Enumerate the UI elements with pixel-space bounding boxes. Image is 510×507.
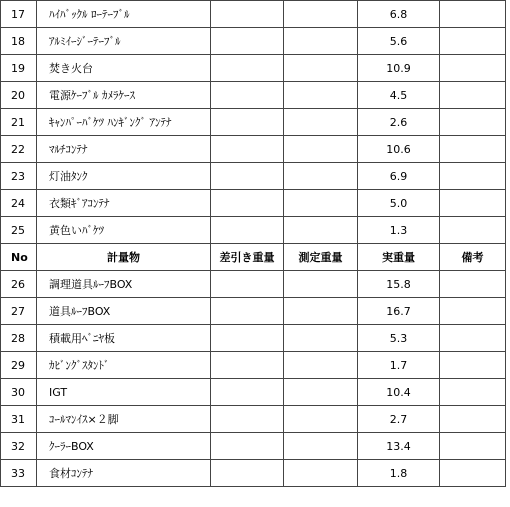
table-row [1,433,506,460]
header-actual-weight[interactable]: 実重量 [358,244,440,271]
cell-item[interactable]: 焚き火台 [37,55,211,82]
cell-diff-weight[interactable] [211,298,284,325]
cell-item[interactable]: 調理道具ﾙｰﾌBOX [37,271,211,298]
cell-notes[interactable] [440,433,506,460]
cell-item[interactable]: ｷｬﾝﾊﾟｰﾊﾞｹﾂ ﾊﾝｷﾞﾝｸﾞ ｱﾝﾃﾅ [37,109,211,136]
cell-no[interactable]: 20 [1,82,37,109]
table-row [1,55,506,82]
cell-notes[interactable] [440,352,506,379]
cell-no[interactable]: 32 [1,433,37,460]
cell-actual-weight[interactable]: 2.6 [358,109,440,136]
cell-diff-weight[interactable] [211,1,284,28]
table-row [1,217,506,244]
cell-measured-weight[interactable] [284,352,358,379]
cell-measured-weight[interactable] [284,271,358,298]
table-row [1,298,506,325]
header-row [1,244,506,271]
header-notes[interactable]: 備考 [440,244,506,271]
cell-actual-weight[interactable]: 4.5 [358,82,440,109]
cell-no[interactable]: 27 [1,298,37,325]
cell-item[interactable]: 食材ｺﾝﾃﾅ [37,460,211,487]
cell-item[interactable]: 灯油ﾀﾝｸ [37,163,211,190]
cell-diff-weight[interactable] [211,271,284,298]
cell-no[interactable]: 30 [1,379,37,406]
cell-diff-weight[interactable] [211,163,284,190]
cell-measured-weight[interactable] [284,460,358,487]
cell-notes[interactable] [440,325,506,352]
table-row [1,1,506,28]
cell-notes[interactable] [440,1,506,28]
cell-notes[interactable] [440,298,506,325]
cell-item[interactable]: 積載用ﾍﾞﾆﾔ板 [37,325,211,352]
cell-no[interactable]: 23 [1,163,37,190]
cell-measured-weight[interactable] [284,406,358,433]
cell-notes[interactable] [440,460,506,487]
cell-actual-weight[interactable]: 6.9 [358,163,440,190]
cell-measured-weight[interactable] [284,433,358,460]
cell-actual-weight[interactable]: 10.9 [358,55,440,82]
cell-measured-weight[interactable] [284,190,358,217]
cell-actual-weight[interactable]: 2.7 [358,406,440,433]
cell-notes[interactable] [440,271,506,298]
cell-item[interactable]: ｶﾋﾞﾝｸﾞｽﾀﾝﾄﾞ [37,352,211,379]
cell-no[interactable]: 29 [1,352,37,379]
table-row [1,190,506,217]
cell-actual-weight[interactable]: 16.7 [358,298,440,325]
table-row [1,28,506,55]
cell-diff-weight[interactable] [211,406,284,433]
cell-no[interactable]: 21 [1,109,37,136]
cell-actual-weight[interactable]: 13.4 [358,433,440,460]
cell-item[interactable]: 電源ｹｰﾌﾞﾙ ｶﾒﾗｹｰｽ [37,82,211,109]
cell-diff-weight[interactable] [211,55,284,82]
cell-actual-weight[interactable]: 5.3 [358,325,440,352]
cell-no[interactable]: 18 [1,28,37,55]
cell-measured-weight[interactable] [284,163,358,190]
cell-no[interactable]: 22 [1,136,37,163]
cell-no[interactable]: 28 [1,325,37,352]
cell-notes[interactable] [440,379,506,406]
cell-diff-weight[interactable] [211,109,284,136]
cell-diff-weight[interactable] [211,28,284,55]
table-row [1,379,506,406]
cell-no[interactable]: 31 [1,406,37,433]
cell-item[interactable]: ｱﾙﾐｲｰｼﾞｰﾃｰﾌﾞﾙ [37,28,211,55]
table-header [1,244,506,271]
table-row [1,325,506,352]
cell-item[interactable]: 衣類ｷﾞｱｺﾝﾃﾅ [37,190,211,217]
cell-measured-weight[interactable] [284,28,358,55]
table-row [1,136,506,163]
cell-notes[interactable] [440,109,506,136]
cell-item[interactable]: ﾊｲﾊﾞｯｸﾙ ﾛｰﾃｰﾌﾞﾙ [37,1,211,28]
cell-no[interactable]: 26 [1,271,37,298]
cell-measured-weight[interactable] [284,136,358,163]
cell-no[interactable]: 19 [1,55,37,82]
cell-actual-weight[interactable]: 10.6 [358,136,440,163]
cell-actual-weight[interactable]: 1.3 [358,217,440,244]
table-row [1,163,506,190]
cell-actual-weight[interactable]: 1.7 [358,352,440,379]
cell-notes[interactable] [440,55,506,82]
cell-item[interactable]: IGT [37,379,211,406]
cell-item[interactable]: 道具ﾙｰﾌBOX [37,298,211,325]
cell-actual-weight[interactable]: 1.8 [358,460,440,487]
cell-diff-weight[interactable] [211,460,284,487]
cell-diff-weight[interactable] [211,352,284,379]
table-row [1,352,506,379]
cell-diff-weight[interactable] [211,325,284,352]
cell-measured-weight[interactable] [284,217,358,244]
cell-notes[interactable] [440,136,506,163]
header-no[interactable]: No [1,244,37,271]
cell-notes[interactable] [440,190,506,217]
cell-notes[interactable] [440,82,506,109]
cell-actual-weight[interactable]: 5.6 [358,28,440,55]
cell-measured-weight[interactable] [284,1,358,28]
cell-diff-weight[interactable] [211,136,284,163]
cell-notes[interactable] [440,217,506,244]
cell-actual-weight[interactable]: 15.8 [358,271,440,298]
cell-actual-weight[interactable]: 10.4 [358,379,440,406]
cell-measured-weight[interactable] [284,325,358,352]
cell-diff-weight[interactable] [211,433,284,460]
cell-measured-weight[interactable] [284,379,358,406]
table-row [1,82,506,109]
cell-item[interactable]: ﾏﾙﾁｺﾝﾃﾅ [37,136,211,163]
cell-diff-weight[interactable] [211,379,284,406]
table-body-bottom [1,271,506,487]
cell-actual-weight[interactable]: 6.8 [358,1,440,28]
cell-measured-weight[interactable] [284,298,358,325]
header-measured-weight[interactable]: 測定重量 [284,244,358,271]
cell-diff-weight[interactable] [211,190,284,217]
cell-measured-weight[interactable] [284,55,358,82]
cell-no[interactable]: 25 [1,217,37,244]
cell-notes[interactable] [440,406,506,433]
cell-no[interactable]: 17 [1,1,37,28]
cell-item[interactable]: ｺｰﾙﾏﾝｲｽ×２脚 [37,406,211,433]
cell-item[interactable]: ｸｰﾗｰBOX [37,433,211,460]
cell-measured-weight[interactable] [284,82,358,109]
cell-diff-weight[interactable] [211,217,284,244]
table-row [1,271,506,298]
cell-no[interactable]: 24 [1,190,37,217]
cell-diff-weight[interactable] [211,82,284,109]
cell-measured-weight[interactable] [284,109,358,136]
header-diff-weight[interactable]: 差引き重量 [211,244,284,271]
cell-no[interactable]: 33 [1,460,37,487]
table-row [1,109,506,136]
table-row [1,406,506,433]
table-row [1,460,506,487]
cell-notes[interactable] [440,28,506,55]
header-item[interactable]: 計量物 [37,244,211,271]
cell-item[interactable]: 黄色いﾊﾞｹﾂ [37,217,211,244]
table-body-top [1,1,506,244]
cell-notes[interactable] [440,163,506,190]
cell-actual-weight[interactable]: 5.0 [358,190,440,217]
